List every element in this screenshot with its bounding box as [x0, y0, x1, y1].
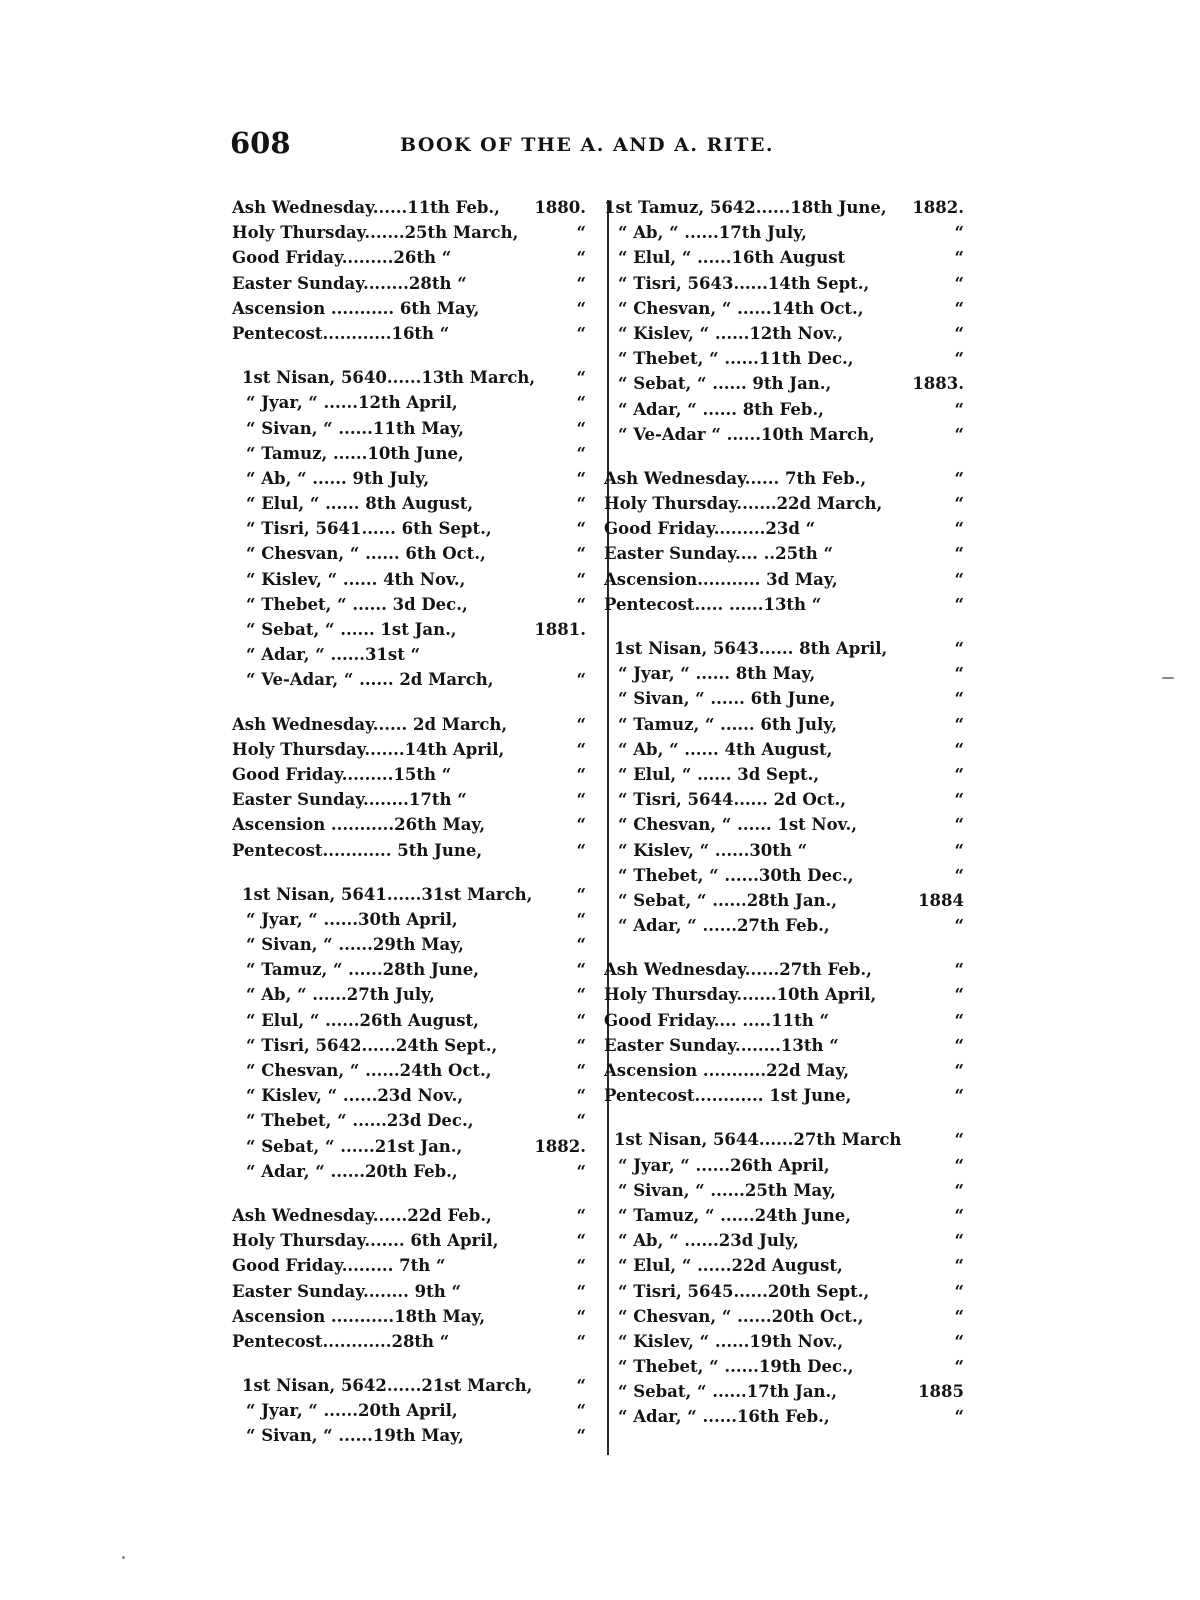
calendar-row — [604, 1279, 964, 1304]
entry-year: “ — [954, 1256, 964, 1276]
entry-text: Ascension ...........22d May, — [604, 1061, 850, 1080]
entry-text: Easter Sunday........28th “ — [232, 273, 467, 293]
entry-year: “ — [576, 1331, 586, 1351]
entry-text: “ Chesvan, “ ......14th Oct., — [618, 298, 864, 318]
calendar-row — [604, 1178, 964, 1203]
calendar-row — [232, 1304, 586, 1329]
entry-text: Pentecost..... ......13th “ — [604, 594, 822, 614]
calendar-row — [604, 1253, 964, 1278]
entry-year: “ — [576, 1306, 586, 1326]
entry-year: “ — [954, 764, 964, 784]
entry-text: “ Jyar, “ ......30th April, — [246, 909, 458, 929]
entry-year: “ — [954, 985, 964, 1005]
calendar-row — [232, 812, 586, 837]
entry-year: “ — [954, 273, 964, 293]
calendar-row — [604, 592, 964, 617]
entry-year: “ — [954, 424, 964, 444]
entry-text: “ Adar, “ ......31st “ — [246, 645, 421, 665]
entry-text: “ Tisri, 5643......14th Sept., — [618, 273, 870, 293]
calendar-row — [232, 220, 586, 245]
entry-year: “ — [954, 1180, 964, 1200]
entry-text: Ash Wednesday......27th Feb., — [604, 960, 872, 980]
calendar-row — [604, 1153, 964, 1178]
calendar-row — [604, 567, 964, 592]
calendar-row — [232, 1329, 586, 1354]
entry-year: “ — [576, 443, 586, 463]
calendar-row — [232, 491, 586, 516]
entry-year: “ — [576, 1376, 586, 1396]
entry-text: “ Sebat, “ ......17th Jan., — [618, 1382, 837, 1402]
calendar-row — [232, 1203, 586, 1228]
entry-text: “ Ve-Adar, “ ...... 2d March, — [246, 670, 494, 690]
calendar-row — [232, 957, 586, 982]
entry-text: Good Friday.........26th “ — [232, 248, 452, 268]
entry-year: “ — [576, 1205, 586, 1225]
entry-text: Pentecost............28th “ — [232, 1331, 450, 1351]
entry-text: Holy Thursday.......14th April, — [232, 739, 505, 759]
calendar-row — [232, 1228, 586, 1253]
entry-text: “ Sebat, “ ......21st Jan., — [246, 1136, 463, 1156]
calendar-row — [604, 195, 964, 220]
entry-text: “ Sebat, “ ...... 9th Jan., — [618, 374, 832, 394]
section-gap — [604, 447, 964, 466]
calendar-row — [232, 932, 586, 957]
calendar-row — [232, 195, 586, 220]
entry-year: “ — [576, 519, 586, 539]
entry-text: Ash Wednesday......22d Feb., — [232, 1205, 492, 1225]
entry-year: “ — [954, 739, 964, 759]
entry-text: “ Tisri, 5645......20th Sept., — [618, 1281, 870, 1301]
calendar-row — [232, 1423, 586, 1448]
entry-text: Good Friday......... 7th “ — [232, 1256, 446, 1276]
entry-text: “ Jyar, “ ......12th April, — [246, 393, 458, 413]
calendar-row — [232, 466, 586, 491]
calendar-row — [604, 296, 964, 321]
entry-year: “ — [954, 790, 964, 810]
entry-text: 1st Nisan, 5644......27th March — [614, 1130, 902, 1150]
entry-text: Pentecost............16th “ — [232, 323, 450, 343]
entry-year: 1885 — [918, 1382, 964, 1402]
calendar-row — [604, 516, 964, 541]
entry-text: “ Thebet, “ ......30th Dec., — [618, 865, 854, 885]
entry-text: Ascension ...........26th May, — [232, 815, 486, 835]
calendar-row — [604, 762, 964, 787]
entry-text: Ash Wednesday...... 2d March, — [232, 714, 508, 734]
calendar-row — [232, 245, 586, 270]
entry-text: “ Kislev, “ ......19th Nov., — [618, 1331, 844, 1351]
calendar-row — [604, 913, 964, 938]
entry-text: “ Chesvan, “ ......24th Oct., — [246, 1061, 492, 1080]
entry-year: “ — [954, 298, 964, 318]
page-header — [0, 126, 1200, 162]
calendar-row — [232, 1083, 586, 1108]
calendar-row — [604, 397, 964, 422]
entry-text: “ Sivan, “ ......19th May, — [246, 1426, 464, 1446]
entry-year: 1881. — [534, 620, 586, 639]
entry-year: “ — [576, 594, 586, 614]
entry-text: 1st Tamuz, 5642......18th June, — [604, 198, 887, 217]
calendar-row — [604, 491, 964, 516]
entry-year: “ — [576, 273, 586, 293]
entry-text: Ash Wednesday......11th Feb., — [232, 198, 500, 217]
entry-year: “ — [954, 1331, 964, 1351]
entry-text: 1st Nisan, 5641......31st March, — [242, 884, 533, 904]
entry-year: “ — [576, 468, 586, 488]
entry-text: “ Ab, “ ......27th July, — [246, 985, 435, 1005]
entry-year: “ — [954, 714, 964, 734]
calendar-row — [604, 787, 964, 812]
entry-text: Easter Sunday........ 9th “ — [232, 1281, 461, 1301]
entry-text: Easter Sunday.... ..25th “ — [604, 544, 833, 564]
calendar-row — [232, 1033, 586, 1058]
calendar-row — [232, 271, 586, 296]
calendar-row — [604, 1058, 964, 1083]
entry-year: “ — [954, 1357, 964, 1377]
entry-text: “ Sebat, “ ...... 1st Jan., — [246, 620, 457, 639]
calendar-row — [604, 1228, 964, 1253]
entry-year: 1883. — [912, 374, 964, 394]
calendar-row — [604, 346, 964, 371]
entry-text: “ Tisri, 5644...... 2d Oct., — [618, 790, 846, 810]
entry-year: “ — [576, 764, 586, 784]
entry-text: Holy Thursday....... 6th April, — [232, 1231, 499, 1251]
entry-text: “ Thebet, “ ......19th Dec., — [618, 1357, 854, 1377]
calendar-row — [604, 863, 964, 888]
calendar-row — [232, 321, 586, 346]
entry-year: “ — [954, 323, 964, 343]
entry-text: Ascension........... 3d May, — [604, 569, 838, 589]
entry-year: “ — [954, 815, 964, 835]
paper-mark — [1162, 677, 1174, 679]
entry-year: “ — [954, 1281, 964, 1301]
entry-text: “ Jyar, “ ...... 8th May, — [618, 664, 816, 684]
entry-text: Pentecost............ 1st June, — [604, 1086, 852, 1106]
calendar-row — [232, 1058, 586, 1083]
entry-year: “ — [954, 223, 964, 243]
entry-year: “ — [576, 714, 586, 734]
entry-text: Easter Sunday........17th “ — [232, 790, 467, 810]
entry-text: Holy Thursday.......25th March, — [232, 223, 519, 243]
entry-text: “ Adar, “ ......20th Feb., — [246, 1161, 458, 1181]
calendar-row — [604, 271, 964, 296]
calendar-row — [604, 466, 964, 491]
calendar-row — [232, 838, 586, 863]
entry-year: “ — [954, 399, 964, 419]
entry-text: “ Kislev, “ ...... 4th Nov., — [246, 569, 466, 589]
calendar-row — [604, 541, 964, 566]
calendar-row — [232, 541, 586, 566]
entry-text: “ Ab, “ ...... 4th August, — [618, 739, 833, 759]
calendar-row — [232, 667, 586, 692]
calendar-row — [604, 888, 964, 913]
calendar-row — [232, 441, 586, 466]
entry-year: “ — [954, 916, 964, 936]
entry-year: “ — [576, 790, 586, 810]
entry-year: “ — [576, 1111, 586, 1131]
calendar-row — [232, 982, 586, 1007]
entry-year: 1882. — [912, 198, 964, 217]
entry-text: “ Tisri, 5642......24th Sept., — [246, 1035, 498, 1055]
entry-year: “ — [576, 393, 586, 413]
entry-year: “ — [954, 1231, 964, 1251]
entry-text: “ Chesvan, “ ......20th Oct., — [618, 1306, 864, 1326]
calendar-row — [604, 1083, 964, 1108]
calendar-row — [604, 1304, 964, 1329]
calendar-row — [232, 365, 586, 390]
entry-text: “ Jyar, “ ......20th April, — [246, 1401, 458, 1421]
calendar-row — [232, 882, 586, 907]
calendar-row — [604, 737, 964, 762]
entry-year: “ — [576, 985, 586, 1005]
entry-year: “ — [954, 689, 964, 709]
calendar-row — [232, 516, 586, 541]
entry-year: “ — [954, 569, 964, 589]
calendar-row — [604, 982, 964, 1007]
entry-text: “ Tamuz, “ ...... 6th July, — [618, 714, 838, 734]
entry-text: “ Jyar, “ ......26th April, — [618, 1155, 830, 1175]
entry-text: 1st Nisan, 5642......21st March, — [242, 1376, 533, 1396]
calendar-row — [232, 1134, 586, 1159]
entry-text: “ Sivan, “ ...... 6th June, — [618, 689, 836, 709]
calendar-row — [232, 1008, 586, 1033]
entry-year: “ — [954, 519, 964, 539]
entry-year: “ — [954, 544, 964, 564]
entry-text: “ Elul, “ ...... 3d Sept., — [618, 764, 820, 784]
calendar-row — [232, 762, 586, 787]
entry-year: “ — [576, 418, 586, 438]
calendar-row — [604, 686, 964, 711]
entry-text: “ Chesvan, “ ...... 6th Oct., — [246, 544, 486, 564]
entry-text: “ Tisri, 5641...... 6th Sept., — [246, 519, 492, 539]
entry-year: “ — [576, 1256, 586, 1276]
calendar-row — [232, 1253, 586, 1278]
entry-text: 1st Nisan, 5640......13th March, — [242, 368, 536, 388]
entry-year: “ — [576, 1086, 586, 1106]
entry-text: 1st Nisan, 5643...... 8th April, — [614, 639, 888, 658]
entry-year: “ — [954, 1130, 964, 1150]
entry-year: “ — [576, 1401, 586, 1421]
calendar-row — [232, 907, 586, 932]
entry-year: “ — [576, 960, 586, 980]
entry-text: “ Tamuz, “ ......28th June, — [246, 960, 480, 980]
entry-year: “ — [954, 1035, 964, 1055]
entry-year: “ — [954, 1155, 964, 1175]
calendar-row — [604, 812, 964, 837]
calendar-row — [604, 636, 964, 661]
section-gap — [232, 1354, 586, 1373]
entry-year: “ — [954, 865, 964, 885]
entry-year: “ — [954, 1205, 964, 1225]
calendar-row — [232, 1373, 586, 1398]
entry-year: “ — [576, 935, 586, 955]
entry-year: “ — [576, 840, 586, 860]
entry-text: “ Elul, “ ...... 8th August, — [246, 494, 474, 514]
entry-year: “ — [954, 1061, 964, 1080]
calendar-row — [604, 1033, 964, 1058]
calendar-row — [604, 220, 964, 245]
entry-year: “ — [576, 1231, 586, 1251]
calendar-row — [604, 661, 964, 686]
entry-text: “ Sebat, “ ......28th Jan., — [618, 890, 837, 910]
calendar-row — [604, 1379, 964, 1404]
entry-year: “ — [576, 1010, 586, 1030]
entry-year: “ — [576, 223, 586, 243]
entry-text: Holy Thursday.......10th April, — [604, 985, 877, 1005]
entry-text: Good Friday.........23d “ — [604, 519, 816, 539]
calendar-row — [232, 1159, 586, 1184]
entry-year: “ — [954, 1086, 964, 1106]
entry-year: “ — [954, 248, 964, 268]
running-title: BOOK OF THE A. AND A. RITE. — [400, 134, 775, 156]
entry-year: “ — [576, 670, 586, 690]
entry-year: “ — [954, 840, 964, 860]
entry-year: “ — [954, 1407, 964, 1427]
calendar-row — [232, 1108, 586, 1133]
entry-year: 1880. — [534, 198, 586, 217]
entry-text: “ Sivan, “ ......11th May, — [246, 418, 464, 438]
entry-year: “ — [954, 664, 964, 684]
entry-text: Ash Wednesday...... 7th Feb., — [604, 468, 867, 488]
entry-year: “ — [576, 1035, 586, 1055]
entry-year: “ — [954, 1306, 964, 1326]
calendar-row — [604, 1203, 964, 1228]
paper-speck — [122, 1556, 125, 1559]
entry-year: “ — [954, 349, 964, 369]
entry-year: “ — [576, 1061, 586, 1080]
entry-text: “ Elul, “ ......16th August — [618, 248, 846, 268]
entry-year: 1884 — [918, 890, 964, 910]
entry-year: “ — [576, 569, 586, 589]
entry-text: Good Friday.... .....11th “ — [604, 1010, 829, 1030]
entry-year: “ — [954, 960, 964, 980]
entry-text: “ Chesvan, “ ...... 1st Nov., — [618, 815, 858, 835]
entry-year: “ — [576, 909, 586, 929]
entry-text: “ Kislev, “ ......30th “ — [618, 840, 808, 860]
calendar-row — [232, 296, 586, 321]
entry-text: “ Sivan, “ ......29th May, — [246, 935, 464, 955]
calendar-row — [604, 245, 964, 270]
entry-year: “ — [576, 544, 586, 564]
entry-text: Easter Sunday........13th “ — [604, 1035, 839, 1055]
entry-year: “ — [576, 815, 586, 835]
entry-text: “ Thebet, “ ......11th Dec., — [618, 349, 854, 369]
entry-text: Pentecost............ 5th June, — [232, 840, 483, 860]
calendar-row — [232, 390, 586, 415]
calendar-row — [604, 1127, 964, 1152]
entry-year: “ — [954, 468, 964, 488]
entry-text: “ Adar, “ ......27th Feb., — [618, 916, 830, 936]
entry-year: “ — [954, 1010, 964, 1030]
entry-year: “ — [576, 1281, 586, 1301]
calendar-row — [604, 371, 964, 396]
entry-year: 1882. — [534, 1136, 586, 1156]
calendar-row — [232, 592, 586, 617]
entry-year: “ — [576, 739, 586, 759]
entry-text: “ Sivan, “ ......25th May, — [618, 1180, 836, 1200]
entry-text: “ Ve-Adar “ ......10th March, — [618, 424, 875, 444]
section-gap — [232, 1184, 586, 1203]
entry-text: “ Adar, “ ...... 8th Feb., — [618, 399, 824, 419]
entry-text: “ Adar, “ ......16th Feb., — [618, 1407, 830, 1427]
section-gap — [232, 346, 586, 365]
calendar-row — [232, 787, 586, 812]
calendar-row — [604, 1354, 964, 1379]
calendar-row — [604, 838, 964, 863]
calendar-row — [604, 1329, 964, 1354]
entry-text: “ Kislev, “ ......12th Nov., — [618, 323, 844, 343]
entry-year: “ — [576, 494, 586, 514]
entry-text: “ Kislev, “ ......23d Nov., — [246, 1086, 464, 1106]
entry-text: Holy Thursday.......22d March, — [604, 494, 883, 514]
calendar-row — [232, 1398, 586, 1423]
entry-year: “ — [954, 594, 964, 614]
calendar-row — [604, 422, 964, 447]
entry-text: Ascension ...........18th May, — [232, 1306, 486, 1326]
entry-year: “ — [576, 884, 586, 904]
calendar-row — [232, 567, 586, 592]
calendar-row — [604, 1008, 964, 1033]
calendar-row — [604, 321, 964, 346]
entry-year: “ — [576, 1426, 586, 1446]
right-column — [604, 195, 964, 1430]
entry-text: “ Elul, “ ......22d August, — [618, 1256, 843, 1276]
entry-text: Ascension ........... 6th May, — [232, 298, 480, 318]
calendar-row — [232, 416, 586, 441]
entry-text: “ Elul, “ ......26th August, — [246, 1010, 479, 1030]
entry-text: “ Ab, “ ......17th July, — [618, 223, 807, 243]
entry-text: “ Thebet, “ ......23d Dec., — [246, 1111, 474, 1131]
entry-year: “ — [576, 323, 586, 343]
entry-year: “ — [576, 248, 586, 268]
entry-year: “ — [576, 1161, 586, 1181]
section-gap — [232, 693, 586, 712]
entry-text: “ Thebet, “ ...... 3d Dec., — [246, 594, 468, 614]
calendar-row — [604, 1404, 964, 1429]
calendar-row — [232, 737, 586, 762]
calendar-row — [604, 957, 964, 982]
entry-text: “ Ab, “ ......23d July, — [618, 1231, 799, 1251]
entry-year: “ — [576, 368, 586, 388]
entry-year: “ — [576, 298, 586, 318]
entry-text: “ Tamuz, ......10th June, — [246, 443, 464, 463]
entry-year: “ — [954, 494, 964, 514]
calendar-row — [232, 1279, 586, 1304]
section-gap — [604, 1108, 964, 1127]
calendar-row — [232, 712, 586, 737]
page-number: 608 — [230, 126, 291, 160]
calendar-row — [232, 617, 586, 642]
section-gap — [232, 863, 586, 882]
left-column — [232, 195, 586, 1449]
entry-text: “ Ab, “ ...... 9th July, — [246, 468, 430, 488]
entry-year: “ — [954, 639, 964, 658]
section-gap — [604, 617, 964, 636]
calendar-row — [604, 712, 964, 737]
calendar-row — [232, 642, 586, 667]
entry-text: “ Tamuz, “ ......24th June, — [618, 1205, 852, 1225]
entry-text: Good Friday.........15th “ — [232, 764, 452, 784]
section-gap — [604, 938, 964, 957]
